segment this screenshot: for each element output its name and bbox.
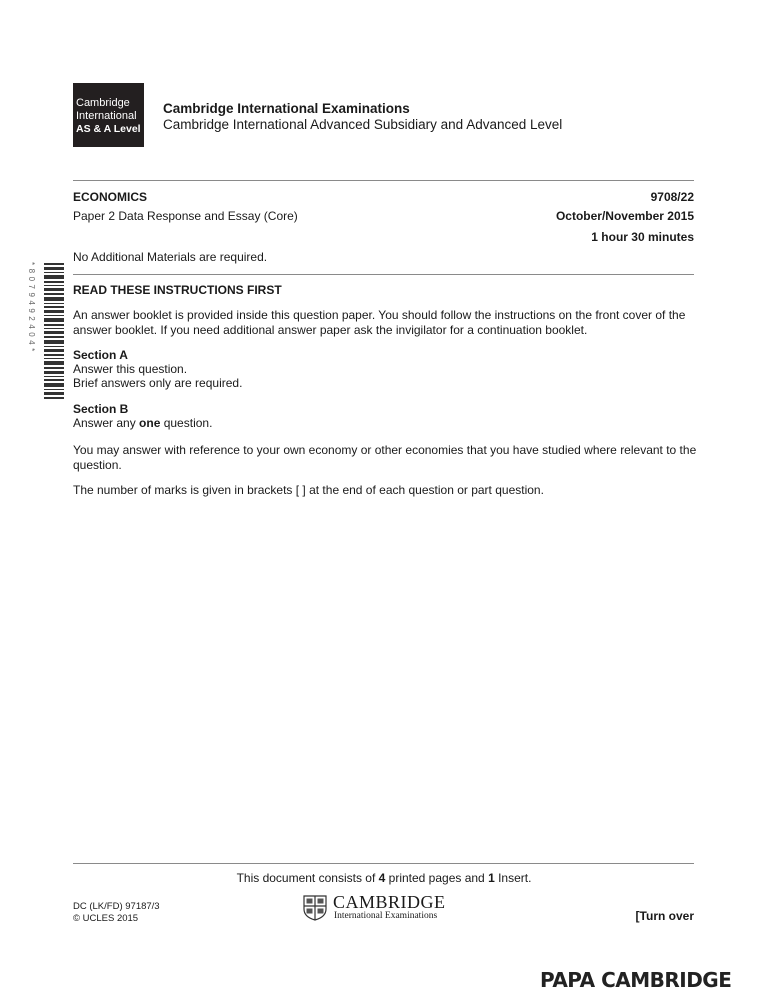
barcode-icon	[44, 263, 64, 399]
page-count-note	[0, 871, 768, 886]
cambridge-crest-icon	[303, 895, 327, 921]
copyright: © UCLES 2015	[73, 913, 139, 924]
cambridge-sub-wordmark: International Examinations	[334, 911, 438, 921]
text: Answer any	[73, 416, 140, 430]
marks-note: The number of marks is given in brackets [ ] at the end of each question or part question.	[73, 483, 544, 497]
logo-line-3: AS & A Level	[76, 123, 141, 135]
paper-title: Paper 2 Data Response and Essay (Core)	[73, 209, 298, 223]
exam-duration: 1 hour 30 minutes	[591, 230, 694, 244]
instructions-intro: An answer booklet is provided inside this question paper. You should follow the instructions on the front cover of the answer booklet. If you need additional answer paper ask the invigilator for a continuation booklet.	[73, 308, 686, 337]
qualification-name: Cambridge International Advanced Subsidiary and Advanced Level	[163, 117, 563, 132]
logo-line-2: International	[76, 110, 137, 122]
section-b-instruction	[73, 416, 212, 431]
subject: ECONOMICS	[73, 190, 148, 204]
document-ref: DC (LK/FD) 97187/3	[73, 901, 160, 912]
cambridge-as-a-level-logo	[73, 83, 144, 147]
text: This document consists of	[236, 871, 379, 885]
materials-note: No Additional Materials are required.	[73, 250, 268, 264]
instructions-heading: READ THESE INSTRUCTIONS FIRST	[73, 283, 282, 297]
emphasis: one	[139, 416, 161, 430]
section-a-line-1: Answer this question.	[73, 362, 188, 376]
org-name: Cambridge International Examinations	[163, 101, 410, 116]
exam-session: October/November 2015	[555, 209, 694, 223]
paper-code: 9708/22	[650, 190, 694, 204]
reference-note: You may answer with reference to your own economy or other economies that you have studied where relevant to the question.	[73, 443, 697, 472]
page-count: 4	[378, 871, 386, 885]
text: printed pages and	[385, 871, 489, 885]
cambridge-wordmark: CAMBRIDGE	[333, 892, 446, 912]
text: Insert.	[494, 871, 532, 885]
section-a-title: Section A	[73, 348, 128, 362]
watermark: PAPA CAMBRIDGE	[540, 968, 732, 992]
divider	[73, 180, 694, 181]
divider	[73, 274, 694, 275]
divider	[73, 863, 694, 864]
turn-over: [Turn over	[635, 909, 694, 923]
logo-line-1: Cambridge	[76, 97, 130, 109]
section-a-line-2: Brief answers only are required.	[73, 376, 243, 390]
barcode-digits: *8079492404*	[27, 262, 36, 355]
section-b-title: Section B	[73, 402, 129, 416]
insert-count: 1	[488, 871, 495, 885]
text: question.	[160, 416, 213, 430]
